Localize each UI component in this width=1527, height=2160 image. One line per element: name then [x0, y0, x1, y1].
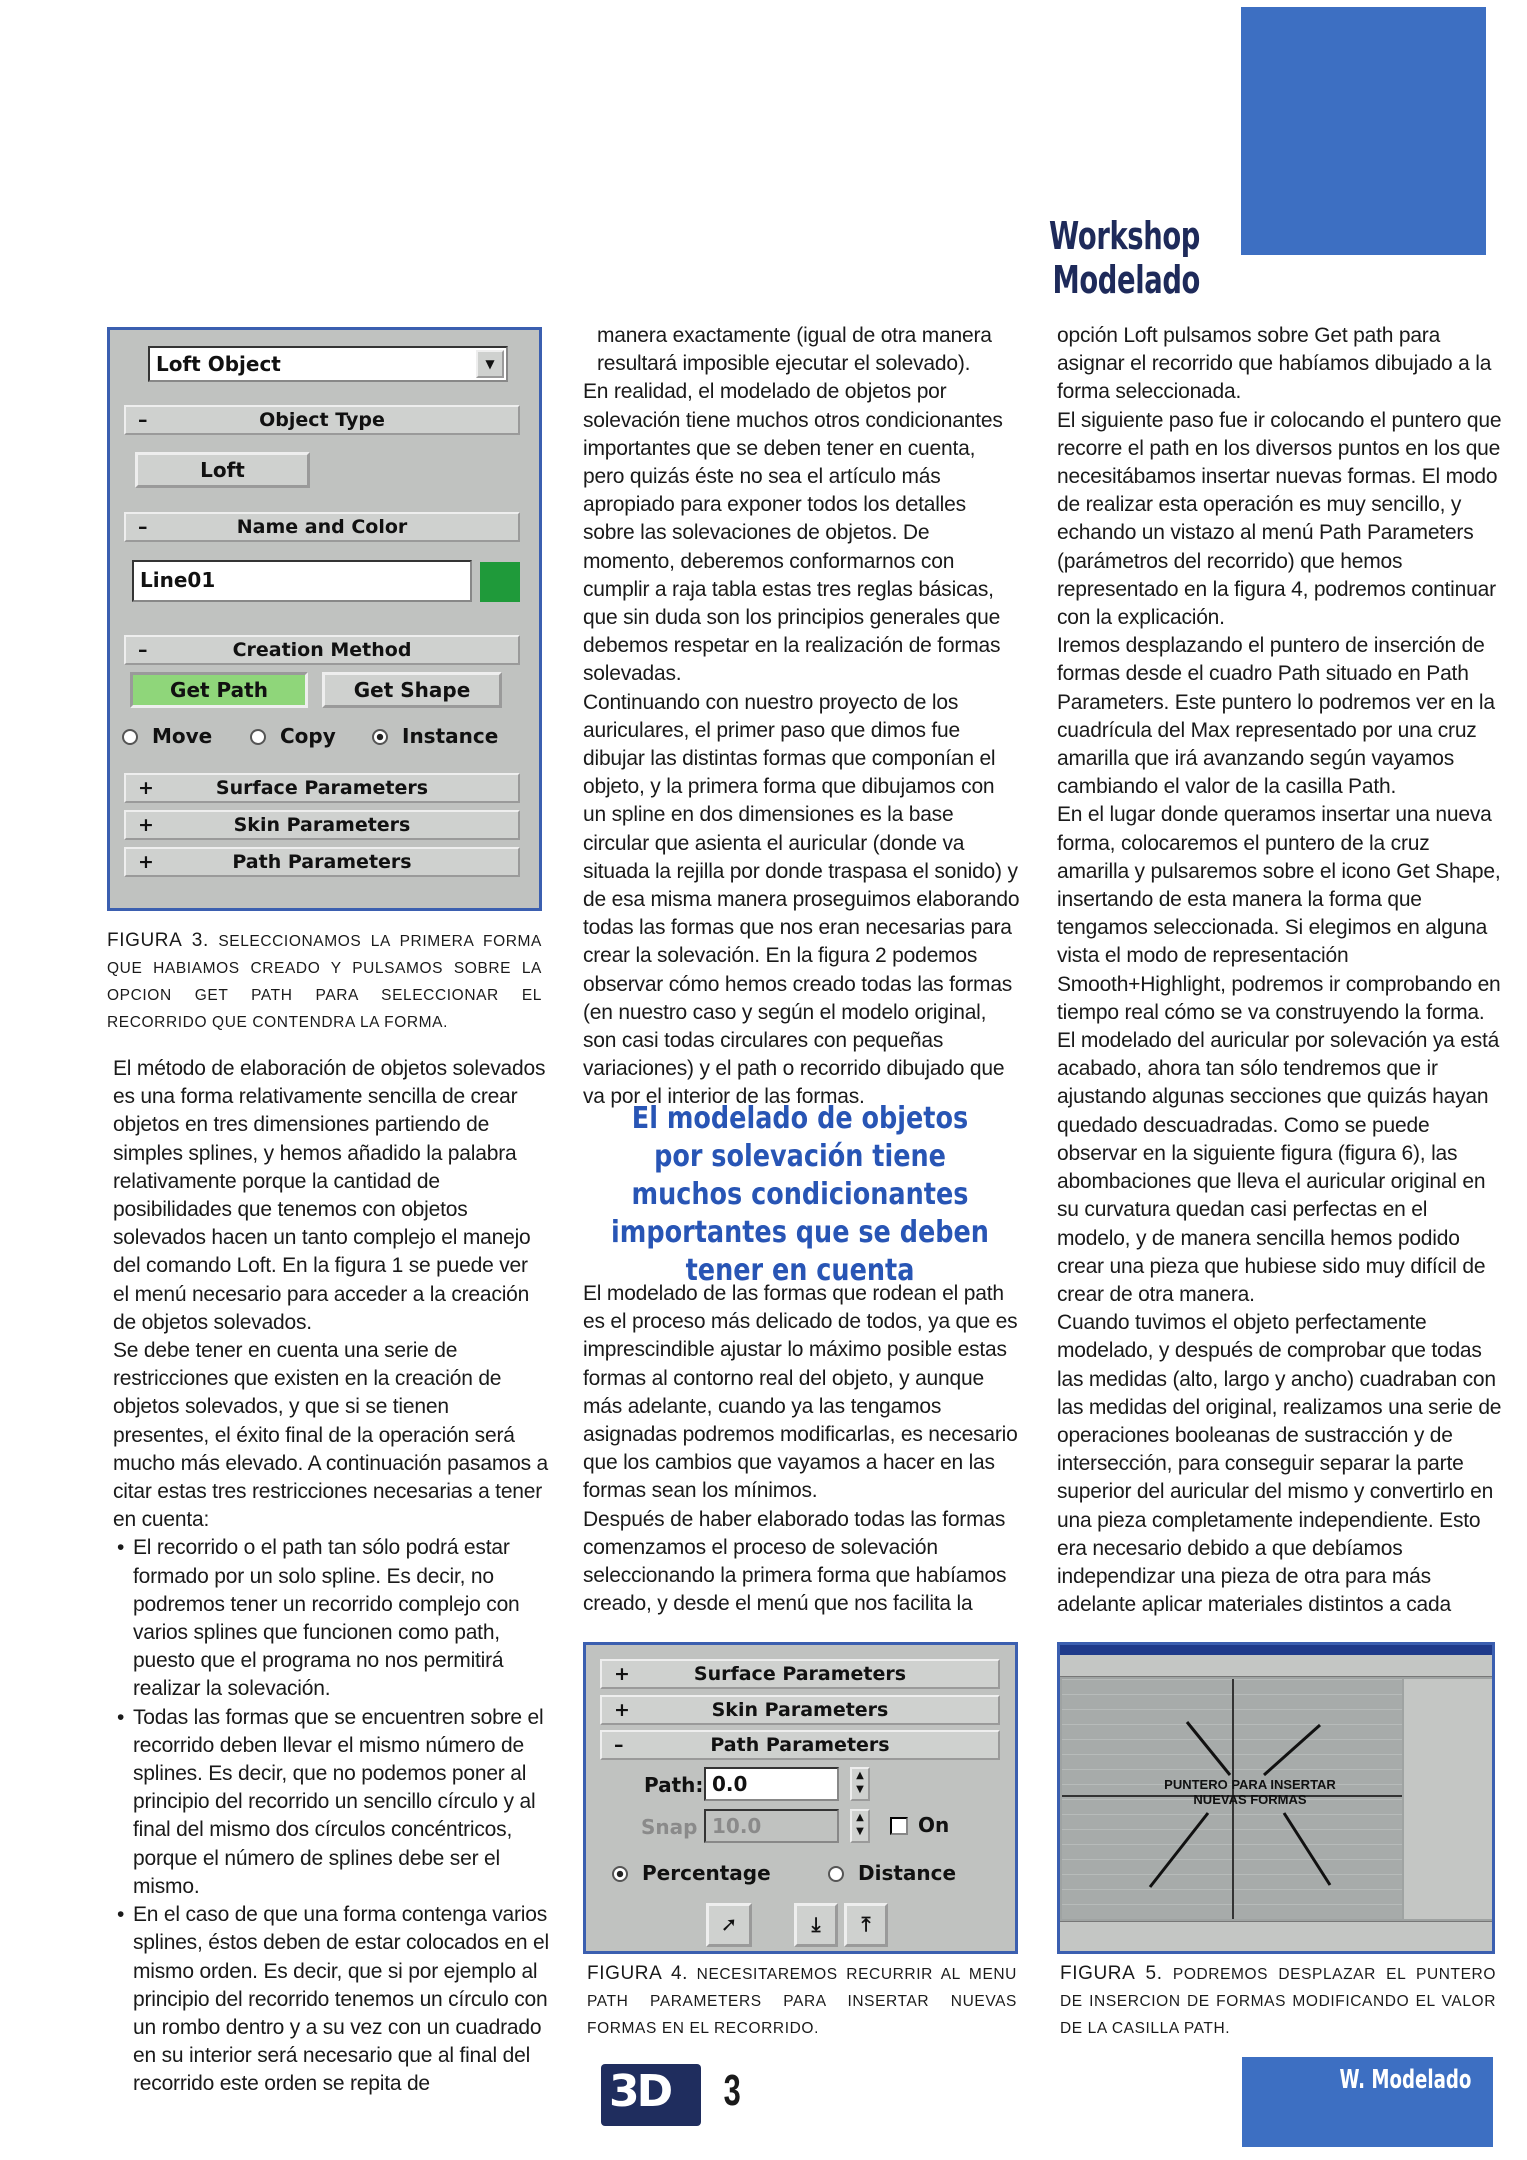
paragraph: manera exactamente (igual de otra manera resultará imposible ejecutar el solevado). — [597, 324, 992, 376]
caption-label: FIGURA 4. — [587, 1963, 688, 1984]
radio-move[interactable] — [122, 724, 212, 748]
get-path-button[interactable]: Get Path — [130, 672, 308, 708]
paragraph: Después de haber elaborado todas las formas comenzamos el proceso de solevación seleccionando la primera forma que habíamos creado, y desde el menú que nos facilita la — [583, 1507, 1007, 1616]
radio-label: Move — [152, 724, 213, 748]
column-2-continued — [583, 1280, 1021, 1618]
arrow-up-icon: ⤒ — [861, 1912, 871, 1936]
paragraph: El modelado del auricular por solevación ya está acabado, ahora tan sólo tendremos que ir ajustando algunas secciones que quizás hayan quedado descuadradas. Como se puede observar en la siguiente figura (figura 6), las abombaciones que lleva el auricular original en su curvatura quedan casi perfectas en el modelo, y de manera sencilla hemos podido crear una pieza que hubiese sido muy difícil de crear de otra manera. — [1057, 1029, 1500, 1306]
magazine-logo — [601, 2064, 701, 2126]
paragraph: opción Loft pulsamos sobre Get path para asignar el recorrido que habíamos dibujado a la forma seleccionada. — [1057, 324, 1492, 404]
paragraph: Iremos desplazando el puntero de inserción de formas desde el cuadro Path situado en Path Parameters. Este puntero lo podremos ver en la cuadrícula del Max representado por una cruz amarilla que irá avanzando según vayamos cambiando el valor de la casilla Path. — [1057, 634, 1495, 799]
rollout-label: Surface Parameters — [693, 1663, 907, 1685]
section-footer-block — [1242, 2057, 1493, 2147]
caption-text: NECESITAREMOS RECURRIR AL MENU PATH PARAMETERS PARA INSERTAR NUEVAS FORMAS EN EL RECORRIDO. — [587, 1966, 1017, 2037]
paragraph: Cuando tuvimos el objeto perfectamente modelado, y después de comprobar que todas las medidas (alto, largo y ancho) cuadraban con las medidas del original, realizamos una serie de operaciones booleanas de sustracción y de intersección, para conseguir separar la parte superior del auricular del mismo y convertirlo en una pieza completamente independiente. Esto era necesario debido a que debíamos independizar una pieza de otra para más adelante aplicar materiales distintos a cada — [1057, 1311, 1502, 1617]
radio-copy[interactable] — [250, 724, 336, 748]
list-item: • El recorrido o el path tan sólo podrá estar formado por un solo spline. Es decir, no podremos tener un recorrido complejo con varios splines que funcionen como path, puesto que el programa no nos permitirá realizar la solevación. — [113, 1534, 549, 1703]
rollout-creation-method[interactable]: – Creation Method — [124, 635, 520, 665]
arrow — [1150, 1813, 1208, 1887]
paragraph: El modelado de las formas que rodean el path es el proceso más delicado de todos, ya que es imprescindible ajustar lo máximo posible estas formas al contorno real del objeto, y aunque más adelante, cuando ya las tengamos asignadas podremos modificarlas, es necesario que los cambios que vayamos a hacer en las formas sean los mínimos. — [583, 1282, 1018, 1503]
snap-spinner-icon[interactable]: ▲ ▼ — [850, 1809, 870, 1843]
radio-selected-icon — [612, 1866, 628, 1882]
loft-button[interactable]: Loft — [135, 452, 310, 488]
path-label: Path: — [644, 1773, 704, 1797]
paragraph: Continuando con nuestro proyecto de los auriculares, el primer paso que dimos fue dibujar las distintas formas que componían el objeto, y la primera forma que dibujamos con un spline en dos dimensiones es la base circular que asienta el auricular (donde va situada la rejilla por donde traspasa el sonido) y de esa misma manera proseguimos elaborando todas las formas que nos eran necesarias para crear la solevación. En la figura 2 podemos observar cómo hemos creado todas las formas (en nuestro caso y según el modelo original, son casi todas circulares con pequeñas variaciones) y el path o recorrido dibujado que va por el interior de las formas. — [583, 690, 1020, 1109]
caption-label: FIGURA 3. — [107, 930, 209, 951]
caption-text: PODREMOS DESPLAZAR EL PUNTERO DE INSERCION DE FORMAS MODIFICANDO EL VALOR DE LA CASILLA PATH. — [1060, 1966, 1496, 2037]
figure-3-loft-panel — [107, 327, 542, 911]
rollout-path-parameters[interactable]: – Path Parameters — [600, 1730, 1000, 1760]
previous-shape-button[interactable] — [794, 1903, 838, 1947]
pick-shape-button[interactable] — [706, 1903, 752, 1947]
object-color-swatch[interactable] — [480, 562, 520, 602]
rollout-label: Path Parameters — [232, 851, 412, 873]
radio-label: Distance — [858, 1861, 957, 1885]
rollout-label: Object Type — [259, 409, 385, 431]
corner-color-block — [1241, 7, 1486, 255]
radio-label: Copy — [280, 724, 336, 748]
rollout-label: Skin Parameters — [233, 814, 411, 836]
rollout-label: Creation Method — [232, 639, 412, 661]
snap-label: Snap — [641, 1815, 698, 1839]
section-header: Workshop Modelado — [1049, 214, 1200, 302]
radio-icon — [122, 729, 138, 745]
caption-text: SELECCIONAMOS LA PRIMERA FORMA QUE HABIAMOS CREADO Y PULSAMOS SOBRE LA OPCION GET PATH PARA SELECCIONAR EL RECORRIDO QUE CONTENDRA LA FORMA. — [107, 933, 542, 1031]
rollout-label: Skin Parameters — [711, 1699, 889, 1721]
paragraph: El siguiente paso fue ir colocando el puntero que recorre el path en los diversos puntos en los que necesitábamos insertar nuevas formas. El modo de realizar esta operación es muy sencillo, y echando un vistazo al menú Path Parameters (parámetros del recorrido) que hemos representado en la figura 4, podremos continuar con la explicación. — [1057, 408, 1502, 630]
logo-3d: 3D — [609, 2066, 671, 2117]
figure-3-caption — [107, 927, 542, 1036]
annotation-line: PUNTERO PARA INSERTAR — [1164, 1777, 1336, 1792]
paragraph: Se debe tener en cuenta una serie de restricciones que existen en la creación de objetos solevados, y que si se tienen presentes, el éxito final de la operación será mucho más elevado. A continuación pasamos a citar estas tres restricciones necesarias a tener en cuenta: — [113, 1339, 549, 1532]
rollout-skin-parameters[interactable]: + Skin Parameters — [124, 810, 520, 840]
get-shape-button[interactable]: Get Shape — [322, 672, 502, 708]
rollout-path-parameters[interactable]: + Path Parameters — [124, 847, 520, 877]
paragraph: En realidad, el modelado de objetos por solevación tiene muchos otros condicionantes importantes que se deben tener en cuenta, pero quizás éste no sea el artículo más apropiado para exponer todos los detalles sobre las solevaciones de objetos. De momento, deberemos conformarnos con cumplir a raja tabla estas tres reglas básicas, que sin duda son los principios generales que debemos respetar en la realización de formas solevadas. — [583, 380, 1003, 686]
radio-icon — [250, 729, 266, 745]
rollout-label: Name and Color — [236, 516, 408, 538]
snap-value-input[interactable]: 10.0 — [704, 1809, 839, 1843]
figure-5-caption — [1060, 1960, 1496, 2042]
rollout-skin-parameters[interactable]: + Skin Parameters — [600, 1695, 1000, 1725]
arrow-down-icon: ⤓ — [811, 1912, 821, 1936]
paragraph: El método de elaboración de objetos solevados es una forma relativamente sencilla de crear objetos en tres dimensiones partiendo de simples splines, y hemos añadido la palabra relativamente porque la cantidad de posibilidades que tenemos con objetos solevados hacen un tanto complejo el manejo del comando Loft. En la figura 1 se puede ver el menú necesario para acceder a la creación de objetos solevados. — [113, 1057, 546, 1334]
rollout-name-and-color[interactable]: – Name and Color — [124, 512, 520, 542]
snap-on-checkbox[interactable] — [890, 1817, 908, 1835]
arrow — [1187, 1722, 1230, 1775]
path-spinner-icon[interactable]: ▲ ▼ — [850, 1767, 870, 1801]
restrictions-list — [113, 1534, 549, 2098]
page-number: 3 — [723, 2066, 741, 2115]
object-name-input[interactable]: Line01 — [132, 560, 472, 602]
paragraph: En el lugar donde queramos insertar una nueva forma, colocaremos el puntero de la cruz amarilla y pulsaremos sobre el icono Get Shape, insertando de esta manera la forma que tengamos seleccionada. Si elegimos en alguna vista el modo de representación Smooth+Highlight, podremos ir comprobando en tiempo real cómo se va construyendo la forma. — [1057, 803, 1501, 1024]
next-shape-button[interactable] — [844, 1903, 888, 1947]
rollout-label: Surface Parameters — [215, 777, 429, 799]
arrow — [1264, 1725, 1320, 1775]
radio-label: Instance — [402, 724, 499, 748]
arrow — [1284, 1813, 1330, 1885]
object-category-dropdown[interactable] — [148, 346, 508, 382]
column-1 — [113, 1055, 549, 2099]
list-item: • Todas las formas que se encuentren sobre el recorrido deben llevar el mismo número de splines. Es decir, que no podemos poner al principio del recorrido un sencillo círculo y al final del mismo dos círculos concéntricos, porque el número de splines debe ser el mismo. — [113, 1704, 549, 1901]
chevron-down-icon[interactable]: ▼ — [476, 350, 504, 378]
rollout-surface-parameters[interactable]: + Surface Parameters — [124, 773, 520, 803]
pull-quote: El modelado de objetos por solevación tiene muchos condicionantes importantes que se deben tener en cuenta — [611, 1101, 989, 1288]
radio-selected-icon — [372, 729, 388, 745]
radio-instance[interactable] — [372, 724, 498, 748]
rollout-label: Path Parameters — [710, 1734, 890, 1756]
figure-4-path-parameters-panel — [583, 1642, 1018, 1954]
radio-icon — [828, 1866, 844, 1882]
figure-5-max-screenshot — [1057, 1642, 1495, 1954]
caption-label: FIGURA 5. — [1060, 1963, 1163, 1984]
radio-label: Percentage — [642, 1861, 771, 1885]
radio-percentage[interactable] — [612, 1861, 771, 1885]
pick-cursor-icon: ➚ — [720, 1912, 738, 1936]
annotation-line: NUEVAS FORMAS — [1193, 1792, 1307, 1807]
dropdown-value: Loft Object — [156, 352, 281, 376]
path-value-input[interactable]: 0.0 — [704, 1767, 839, 1801]
annotation-label — [1120, 1777, 1380, 1807]
section-footer-label: W. Modelado — [1339, 2065, 1471, 2095]
figure-4-caption — [587, 1960, 1017, 2042]
radio-distance[interactable] — [828, 1861, 956, 1885]
list-item: • En el caso de que una forma contenga varios splines, éstos deben de estar colocados en el mismo orden. Es decir, que si por ejemplo al principio del recorrido tenemos un círculo con un rombo dentro y a su vez con un cuadrado en su interior será necesario que al final del recorrido este orden se repita de — [113, 1901, 549, 2098]
column-3 — [1057, 322, 1502, 1619]
rollout-object-type[interactable]: – Object Type — [124, 405, 520, 435]
rollout-surface-parameters[interactable]: + Surface Parameters — [600, 1659, 1000, 1689]
column-2 — [583, 322, 1021, 1112]
snap-on-label: On — [918, 1813, 950, 1837]
